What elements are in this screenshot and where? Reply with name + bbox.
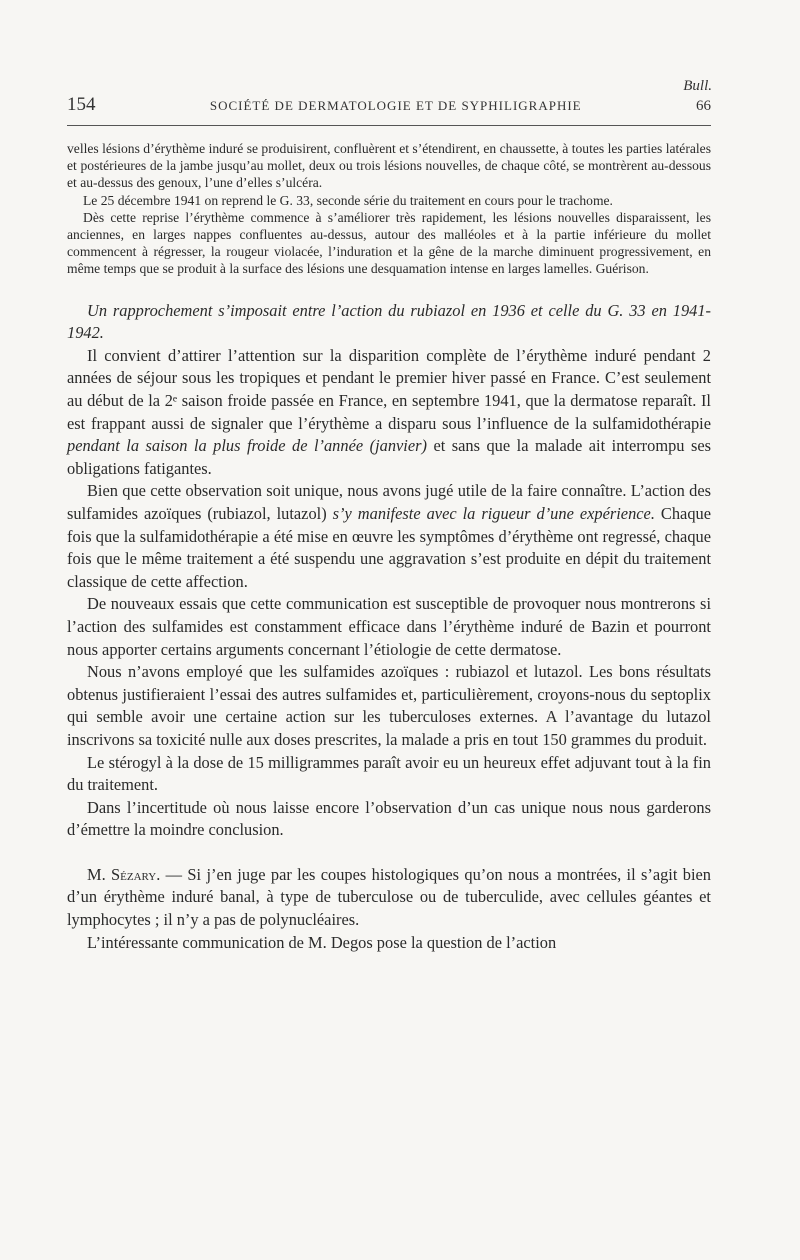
italic-heading: Un rapprochement s’imposait entre l’action du rubiazol en 1936 et celle du G. 33 en 1941-1942. bbox=[67, 300, 711, 343]
body-text bbox=[67, 140, 711, 954]
paragraph: L’intéressante communication de M. Degos pose la question de l’action bbox=[87, 932, 557, 952]
main-text bbox=[67, 300, 711, 955]
header-rule bbox=[67, 125, 711, 126]
speaker-prefix: M. bbox=[87, 864, 112, 884]
paragraph bbox=[67, 480, 711, 593]
journal-abbreviation: Bull. bbox=[683, 78, 712, 94]
small-paragraph: Le 25 décembre 1941 on reprend le G. 33, seconde série du traitement en cours pour le trachome. bbox=[83, 192, 613, 208]
page-number: 154 bbox=[67, 94, 96, 115]
emphasis-text: s’y manifeste avec la rigueur d’une expérience. bbox=[332, 503, 655, 523]
running-title: SOCIÉTÉ DE DERMATOLOGIE ET DE SYPHILIGRAPHIE bbox=[209, 98, 582, 113]
paragraph-text: Bien que cette observation soit unique, nous avons jugé utile de la faire connaître. L’action des sulfamides azoïques (rubiazol, lutazol) bbox=[67, 481, 711, 523]
discussion-text: . — Si j’en juge par les coupes histologiques qu’on nous a montrées, il s’agit bien d’un érythème induré banal, à type de tuberculose ou de tuberculide, avec cellules géantes et lymphocytes ; il n’y a pas de polynucléaires. bbox=[67, 864, 711, 930]
speaker-name: Sézary bbox=[111, 864, 157, 884]
running-header bbox=[67, 94, 711, 116]
small-paragraph: Dès cette reprise l’érythème commence à s’améliorer très rapidement, les lésions nouvelles disparaissent, les anciennes, en larges nappes confluentes au-dessus, autour des malléoles et à la partie inférieure du mollet commencent à régresser, la rougeur violacée, l’induration et la gêne de la marche diminuent progressivement, en même temps que se produit à la surface des lésions une desquamation intense en larges lamelles. Guérison. bbox=[67, 209, 711, 277]
case-report-small-print bbox=[67, 140, 711, 278]
paragraph bbox=[67, 345, 711, 481]
small-paragraph: velles lésions d’érythème induré se produisirent, confluèrent et s’étendirent, en chaussette, à toutes les parties latérales et postérieures de la jambe jusqu’au mollet, deux ou trois lésions nouvelles, de chaque côté, se montrèrent au-dessous et au-dessus des genoux, l’une d’elles s’ulcéra. bbox=[67, 141, 711, 191]
paragraph: Nous n’avons employé que les sulfamides azoïques : rubiazol et lutazol. Les bons résultats obtenus justifieraient l’essai des autres sulfamides et, particulièrement, croyons-nous du septoplix qui semble avoir une certaine action sur les tuberculoses externes. A l’avantage du lutazol inscrivons sa toxicité nulle aux doses prescrites, la malade a pris en tout 150 grammes du produit. bbox=[67, 662, 711, 749]
emphasis-text: pendant la saison la plus froide de l’année (janvier) bbox=[67, 436, 427, 456]
volume-number: 66 bbox=[695, 98, 711, 114]
paragraph-text: Chaque fois que la sulfamidothérapie a été mise en œuvre les symptômes d’érythème ont regressé, chaque fois que le même traitement a été suspendu une aggravation s’est produite en dépit du traitement classique de cette affection. bbox=[67, 503, 711, 591]
discussion-paragraph bbox=[67, 864, 711, 932]
paragraph: De nouveaux essais que cette communication est susceptible de provoquer nous montrerons si l’action des sulfamides est constamment efficace dans l’érythème induré de Bazin et pourront nous apporter certains arguments concernant l’étiologie de cette dermatose. bbox=[67, 594, 711, 659]
paragraph-text: et sans que la malade ait interrompu ses obligations fatigantes. bbox=[67, 436, 711, 478]
paragraph: Dans l’incertitude où nous laisse encore l’observation d’un cas unique nous nous garderons d’émettre la moindre conclusion. bbox=[67, 797, 711, 840]
paragraph: Le stérogyl à la dose de 15 milligrammes paraît avoir eu un heureux effet adjuvant tout à la fin du traitement. bbox=[67, 752, 711, 795]
paragraph-text: Il convient d’attirer l’attention sur la disparition complète de l’érythème induré pendant 2 années de séjour sous les tropiques et pendant le premier hiver passé en France. C’est seulement au début de la 2ᵉ saison froide passée en France, en septembre 1941, que la dermatose reparaît. Il est frappant aussi de signaler que l’érythème a disparu sous l’influence de la sulfamidothérapie bbox=[67, 345, 711, 433]
